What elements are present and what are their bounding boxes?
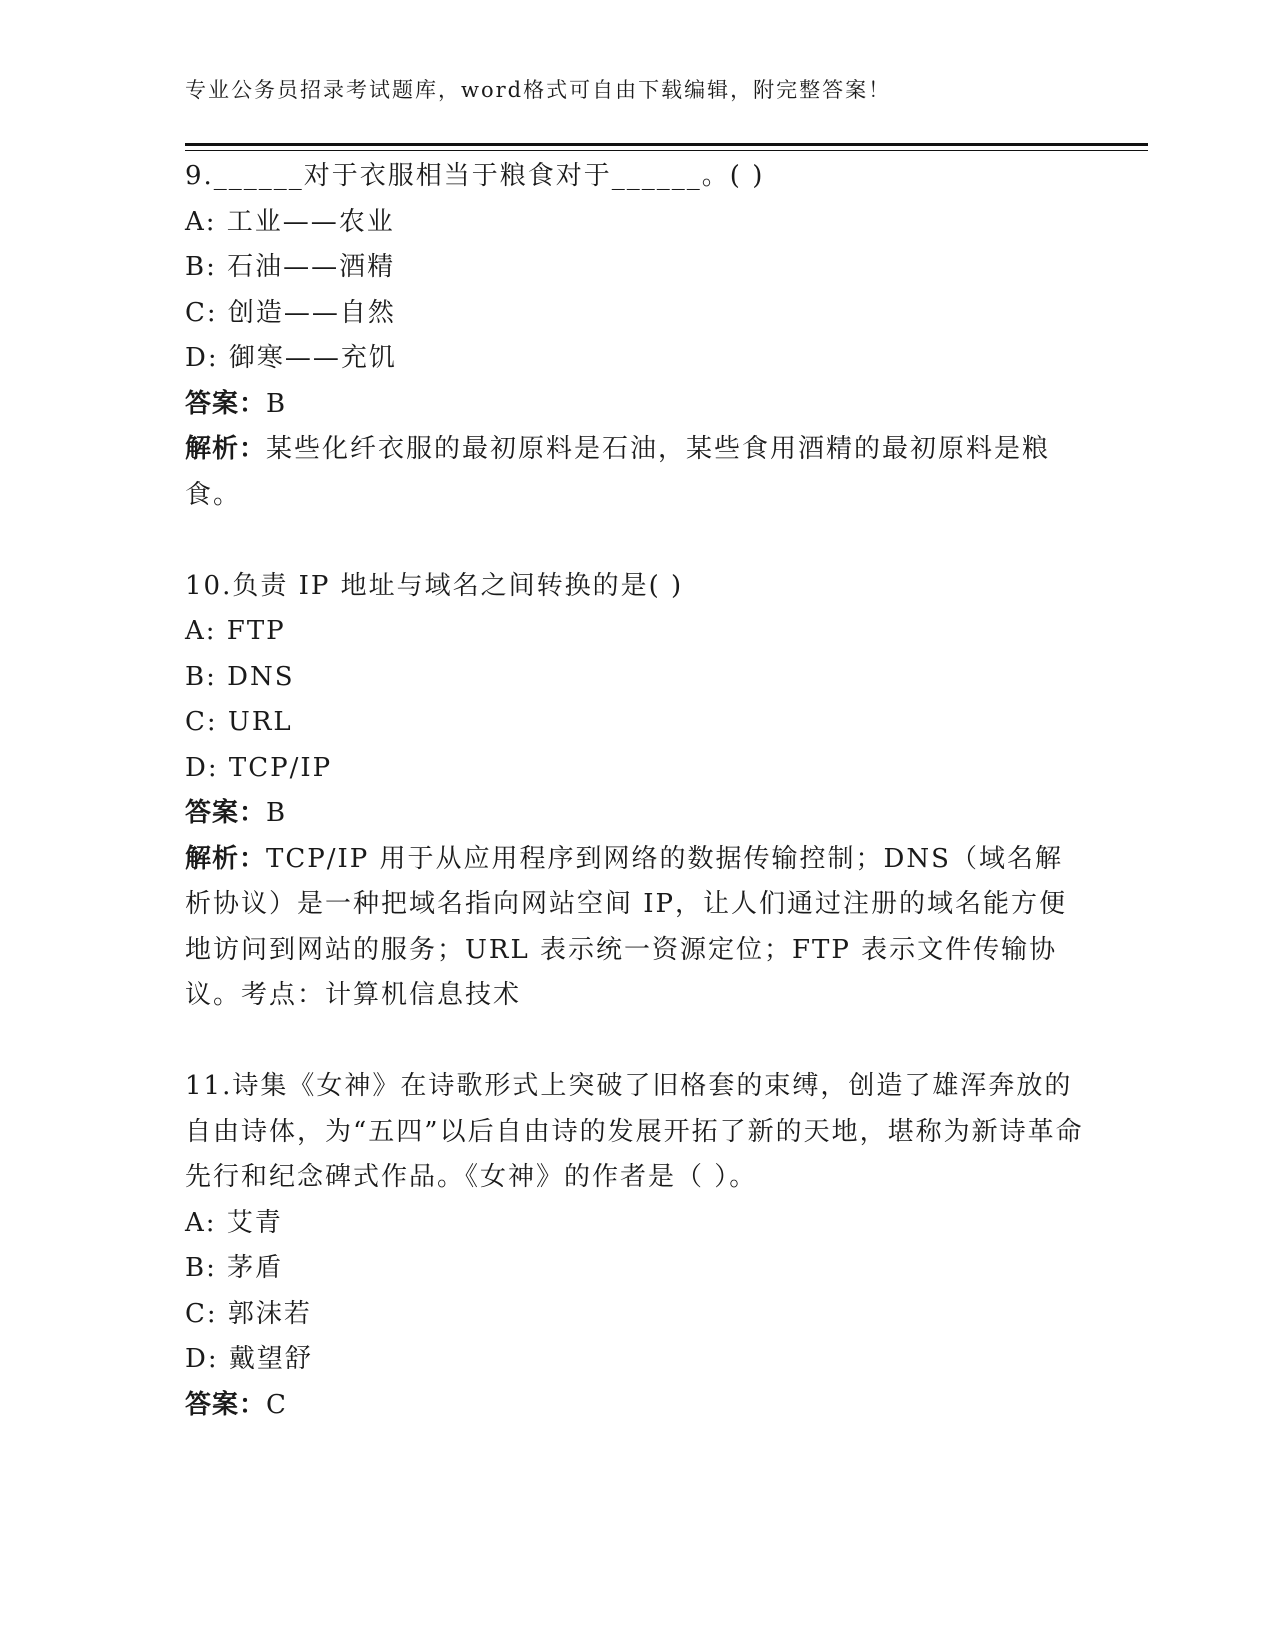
option-a: A: FTP (185, 616, 286, 646)
question-11 (185, 1064, 1085, 1428)
analysis-paragraph (185, 427, 1085, 518)
answer-label: 答案： (185, 388, 267, 419)
question-stem: 10.负责 IP 地址与域名之间转换的是( ) (185, 570, 684, 601)
page-header: 专业公务员招录考试题库，word格式可自由下载编辑，附完整答案！ (185, 78, 892, 102)
option-c: C: 郭沫若 (185, 1298, 312, 1329)
option-b: B: 茅盾 (185, 1253, 284, 1283)
answer-line (185, 791, 1085, 837)
question-stem: 11.诗集《女神》在诗歌形式上突破了旧格套的束缚，创造了雄浑奔放的自由诗体，为“五四”以后自由诗的发展开拓了新的天地，堪称为新诗革命先行和纪念碑式作品。《女神》的作者是（ ）。 (185, 1071, 1084, 1192)
header-rule-thin (185, 150, 1148, 151)
option-c: C: 创造——自然 (185, 297, 396, 328)
answer-value: B (266, 388, 288, 419)
spacer (185, 518, 1085, 564)
answer-value: B (266, 798, 288, 828)
question-stem: 9.______对于衣服相当于粮食对于______。( ) (185, 161, 765, 191)
analysis-label: 解析： (185, 434, 267, 464)
answer-label: 答案： (185, 1389, 267, 1420)
answer-line (185, 1383, 1085, 1429)
option-d: D: 戴望舒 (185, 1344, 313, 1374)
question-10 (185, 564, 1085, 1019)
analysis-paragraph (185, 837, 1085, 1019)
question-9 (185, 154, 1085, 518)
option-b: B: DNS (185, 661, 295, 692)
option-a: A: 工业——农业 (185, 206, 395, 237)
option-d: D: TCP/IP (185, 752, 333, 783)
answer-label: 答案： (185, 798, 267, 828)
option-b: B: 石油——酒精 (185, 252, 396, 282)
option-c: C: URL (185, 707, 293, 737)
answer-line (185, 382, 1085, 428)
analysis-label: 解析： (185, 843, 267, 874)
question-list (185, 154, 1085, 1428)
analysis-text: TCP/IP 用于从应用程序到网络的数据传输控制；DNS（域名解析协议）是一种把域名指向网站空间 IP，让人们通过注册的域名能方便地访问到网站的服务；URL 表示统一资源定位；FTP 表示文件传输协议。考点：计算机信息技术 (185, 843, 1068, 1010)
option-d: D: 御寒——充饥 (185, 343, 397, 373)
analysis-text: 某些化纤衣服的最初原料是石油，某些食用酒精的最初原料是粮食。 (185, 434, 1051, 510)
answer-value: C (266, 1389, 288, 1420)
option-a: A: 艾青 (185, 1207, 283, 1238)
spacer (185, 1019, 1085, 1065)
header-rule-thick (185, 143, 1148, 146)
